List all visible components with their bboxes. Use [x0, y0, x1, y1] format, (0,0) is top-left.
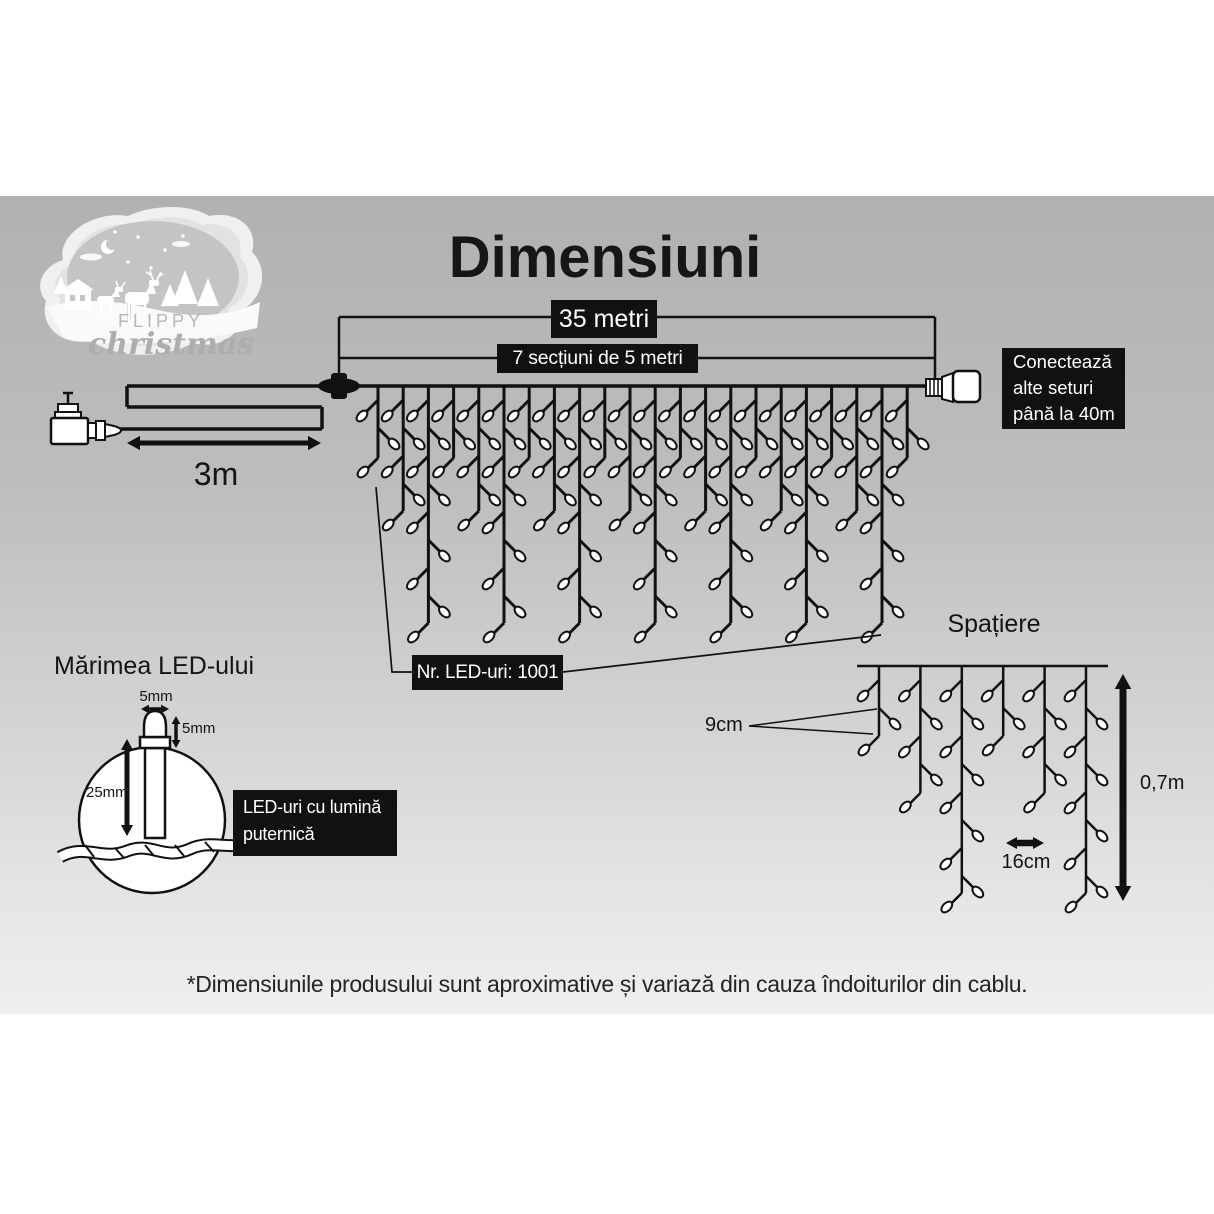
spacing-section-title: Spațiere	[947, 610, 1041, 638]
sections-callout: 7 secțiuni de 5 metri	[497, 344, 698, 373]
lead-length-label: 3m	[193, 456, 239, 492]
page-title: Dimensiuni	[448, 225, 762, 290]
led-info-line-1: LED-uri cu lumină	[243, 797, 381, 817]
footnote: *Dimensiunile produsului sunt aproximative și variază din cauza îndoiturilor din cablu.	[186, 971, 1028, 997]
led-height-label: 5mm	[182, 720, 216, 737]
connect-callout	[1002, 348, 1125, 429]
drop-gap-label: 16cm	[1001, 851, 1051, 873]
logo-brand-text: FLIPPY	[118, 311, 205, 331]
led-info-callout	[233, 790, 397, 856]
led-size-section-title: Mărimea LED-ului	[54, 652, 255, 680]
led-count-callout: Nr. LED-uri: 1001	[412, 655, 563, 690]
led-width-label: 5mm	[139, 688, 173, 705]
drop-height-label: 0,7m	[1140, 772, 1185, 794]
logo-script-text: christmas	[88, 327, 255, 362]
led-info-line-2: puternică	[243, 824, 315, 844]
connect-line-1: Conectează	[1013, 351, 1112, 372]
total-length-callout: 35 metri	[551, 300, 657, 338]
connect-line-2: alte seturi	[1013, 377, 1094, 398]
led-gap-label: 9cm	[705, 714, 743, 736]
connect-line-3: până la 40m	[1013, 403, 1115, 424]
power-plug	[51, 393, 121, 444]
led-body-length-label: 25mm	[86, 784, 128, 801]
